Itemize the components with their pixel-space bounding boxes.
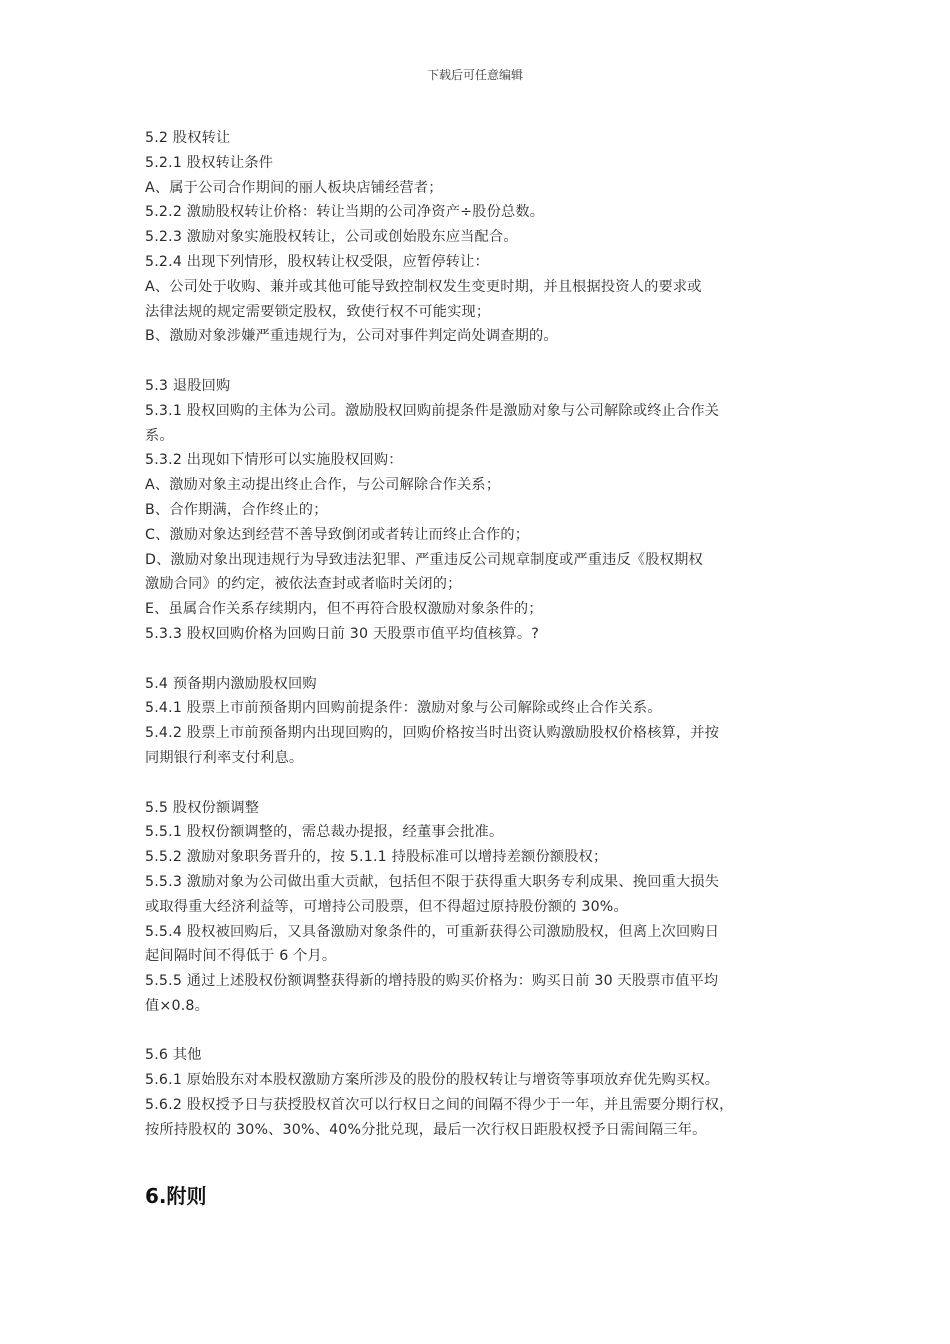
text-line: 5.6 其他 xyxy=(145,1047,202,1064)
paragraph-gap xyxy=(145,647,825,672)
text-line: 5.5.5 通过上述股权份额调整获得新的增持股的购买价格为：购买日前 30 天股票市值平均 xyxy=(145,973,719,990)
text-line: D、激励对象出现违规行为导致违法犯罪、严重违反公司规章制度或严重违反《股权期权 xyxy=(145,551,703,568)
text-line: 5.6.2 股权授予日与获授股权首次可以行权日之间的间隔不得少于一年，并且需要分期行权， xyxy=(145,1097,734,1114)
paragraph-gap xyxy=(145,349,825,374)
text-line: 5.5.2 激励对象职务晋升的，按 5.1.1 持股标准可以增持差额份额股权； xyxy=(145,849,608,866)
section-6-heading: 6.附则 xyxy=(145,1184,207,1208)
text-line: 5.2.2 激励股权转让价格：转让当期的公司净资产÷股份总数。 xyxy=(145,204,545,221)
text-line: 5.2.3 激励对象实施股权转让，公司或创始股东应当配合。 xyxy=(145,229,518,246)
text-line: 5.4.1 股票上市前预备期内回购前提条件：激励对象与公司解除或终止合作关系。 xyxy=(145,700,662,717)
text-line: 5.5 股权份额调整 xyxy=(145,799,260,816)
page-header: 下载后可任意编辑 xyxy=(426,68,523,82)
text-line: E、虽属合作关系存续期内，但不再符合股权激励对象条件的； xyxy=(145,601,543,618)
text-line: 或取得重大经济利益等，可增持公司股票，但不得超过原持股份额的 30%。 xyxy=(145,898,628,915)
paragraph-gap xyxy=(145,771,825,796)
text-line: 起间隔时间不得低于 6 个月。 xyxy=(145,948,337,965)
document-body xyxy=(145,126,825,1143)
text-line: 按所持股权的 30%、30%、40%分批兑现，最后一次行权日距股权授予日需间隔三年。 xyxy=(145,1121,707,1138)
text-line: 5.3.2 出现如下情形可以实施股权回购： xyxy=(145,452,403,469)
text-line: 5.3.1 股权回购的主体为公司。激励股权回购前提条件是激励对象与公司解除或终止合作关 xyxy=(145,402,720,419)
text-line: 5.6.1 原始股东对本股权激励方案所涉及的股份的股权转让与增资等事项放弃优先购买权。 xyxy=(145,1072,720,1089)
text-line: C、激励对象达到经营不善导致倒闭或者转让而终止合作的； xyxy=(145,526,530,543)
text-line: 5.3.3 股权回购价格为回购日前 30 天股票市值平均值核算。? xyxy=(145,625,539,642)
text-line: 5.2.4 出现下列情形，股权转让权受限，应暂停转让： xyxy=(145,253,489,270)
text-line: 5.5.1 股权份额调整的，需总裁办提报，经董事会批准。 xyxy=(145,824,504,841)
text-line: 5.5.4 股权被回购后，又具备激励对象条件的，可重新获得公司激励股权，但离上次回购日 xyxy=(145,923,720,940)
text-line: A、属于公司合作期间的丽人板块店铺经营者； xyxy=(145,179,443,196)
text-line: 5.4.2 股票上市前预备期内出现回购的，回购价格按当时出资认购激励股权价格核算，并按 xyxy=(145,725,720,742)
text-line: 值×0.8。 xyxy=(145,997,210,1014)
text-line: B、合作期满，合作终止的； xyxy=(145,501,328,518)
text-line: B、激励对象涉嫌严重违规行为，公司对事件判定尚处调查期的。 xyxy=(145,328,558,345)
text-line: A、激励对象主动提出终止合作，与公司解除合作关系； xyxy=(145,477,501,494)
text-line: 法律法规的规定需要锁定股权，致使行权不可能实现； xyxy=(145,303,491,320)
paragraph-gap xyxy=(145,1019,825,1044)
text-line: 5.5.3 激励对象为公司做出重大贡献，包括但不限于获得重大职务专利成果、挽回重大损失 xyxy=(145,873,720,890)
text-line: 5.2.1 股权转让条件 xyxy=(145,154,274,171)
text-line: 5.4 预备期内激励股权回购 xyxy=(145,675,317,692)
text-line: 5.2 股权转让 xyxy=(145,130,231,146)
text-line: A、公司处于收购、兼并或其他可能导致控制权发生变更时期，并且根据投资人的要求或 xyxy=(145,278,702,295)
text-line: 激励合同》的约定，被依法查封或者临时关闭的； xyxy=(145,576,462,593)
text-line: 系。 xyxy=(145,427,174,444)
text-line: 同期银行利率支付利息。 xyxy=(145,749,304,766)
text-line: 5.3 退股回购 xyxy=(145,377,231,394)
